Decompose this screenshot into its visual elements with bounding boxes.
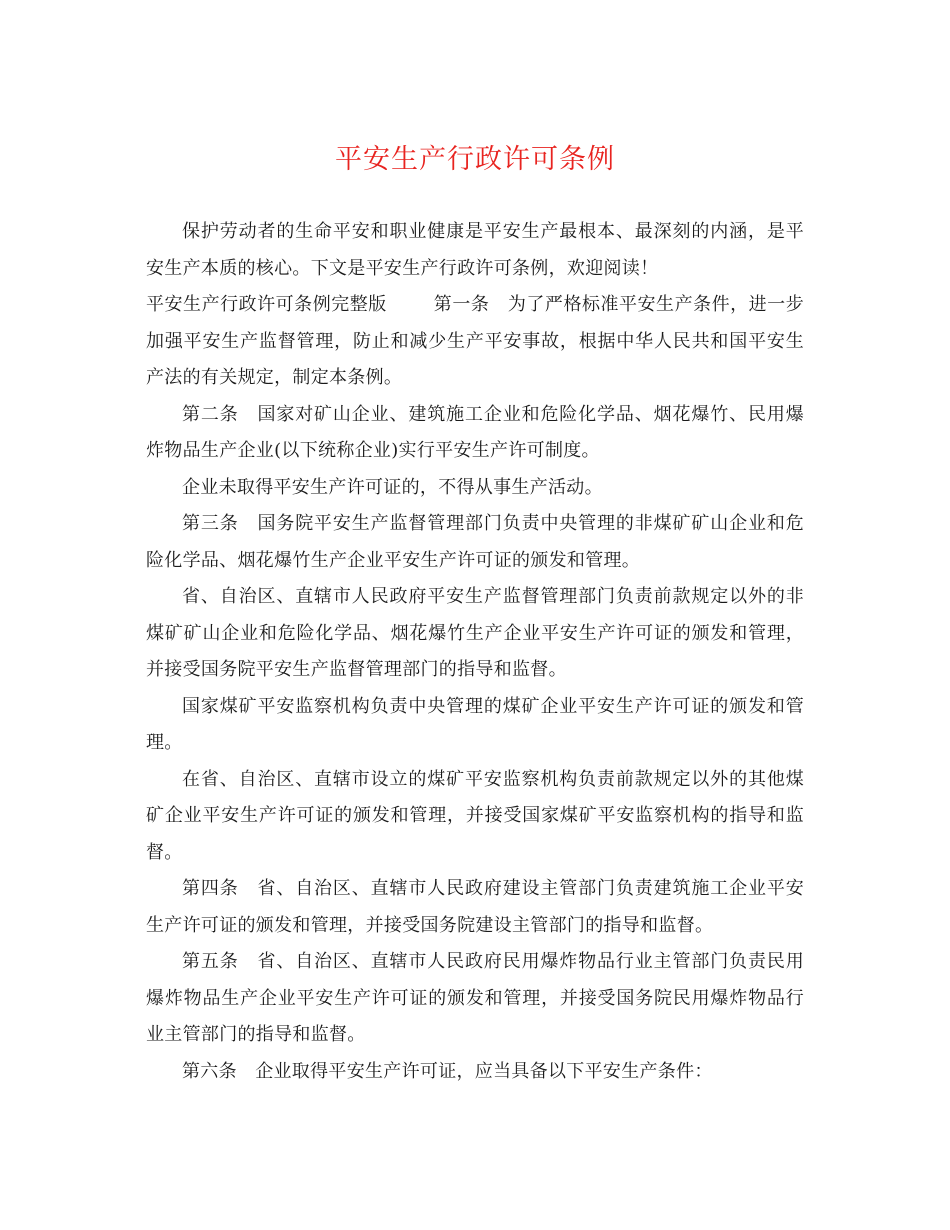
- article-6: 第六条 企业取得平安生产许可证，应当具备以下平安生产条件：: [182, 1060, 713, 1082]
- article-3-clause-provincial: 省、自治区、直辖市人民政府平安生产监督管理部门负责前款规定以外的非煤矿矿山企业和危险化学品、烟花爆竹生产企业平安生产许可证的颁发和管理，并接受国务院平安生产监督管理部门的指导和监督。: [146, 586, 804, 680]
- article-3-clause-coal-provincial: 在省、自治区、直辖市设立的煤矿平安监察机构负责前款规定以外的其他煤矿企业平安生产许可证的颁发和管理，并接受国家煤矿平安监察机构的指导和监督。: [146, 768, 804, 863]
- article-3-clause-coal-national: 国家煤矿平安监察机构负责中央管理的煤矿企业平安生产许可证的颁发和管理。: [146, 695, 804, 753]
- article-3: 第三条 国务院平安生产监督管理部门负责中央管理的非煤矿矿山企业和危险化学品、烟花爆竹生产企业平安生产许可证的颁发和管理。: [146, 513, 804, 571]
- intro-paragraph: 保护劳动者的生命平安和职业健康是平安生产最根本、最深刻的内涵，是平安生产本质的核心。下文是平安生产行政许可条例，欢迎阅读！: [146, 221, 804, 279]
- article-4: 第四条 省、自治区、直辖市人民政府建设主管部门负责建筑施工企业平安生产许可证的颁发和管理，并接受国务院建设主管部门的指导和监督。: [146, 878, 804, 936]
- article-5: 第五条 省、自治区、直辖市人民政府民用爆炸物品行业主管部门负责民用爆炸物品生产企业平安生产许可证的颁发和管理，并接受国务院民用爆炸物品行业主管部门的指导和监督。: [146, 951, 804, 1045]
- article-2-clause: 企业未取得平安生产许可证的，不得从事生产活动。: [182, 476, 603, 498]
- document-title: 平安生产行政许可条例: [335, 144, 615, 175]
- document-body: [146, 214, 804, 1090]
- version-label: 平安生产行政许可条例完整版: [146, 294, 387, 315]
- article-1: 第一条 为了严格标准平安生产条件，进一步加强平安生产监督管理，防止和减少生产平安事故，根据中华人民共和国平安生产法的有关规定，制定本条例。: [146, 294, 804, 388]
- article-2: 第二条 国家对矿山企业、建筑施工企业和危险化学品、烟花爆竹、民用爆炸物品生产企业(以下统称企业)实行平安生产许可制度。: [146, 403, 804, 461]
- version-paragraph: [146, 287, 804, 397]
